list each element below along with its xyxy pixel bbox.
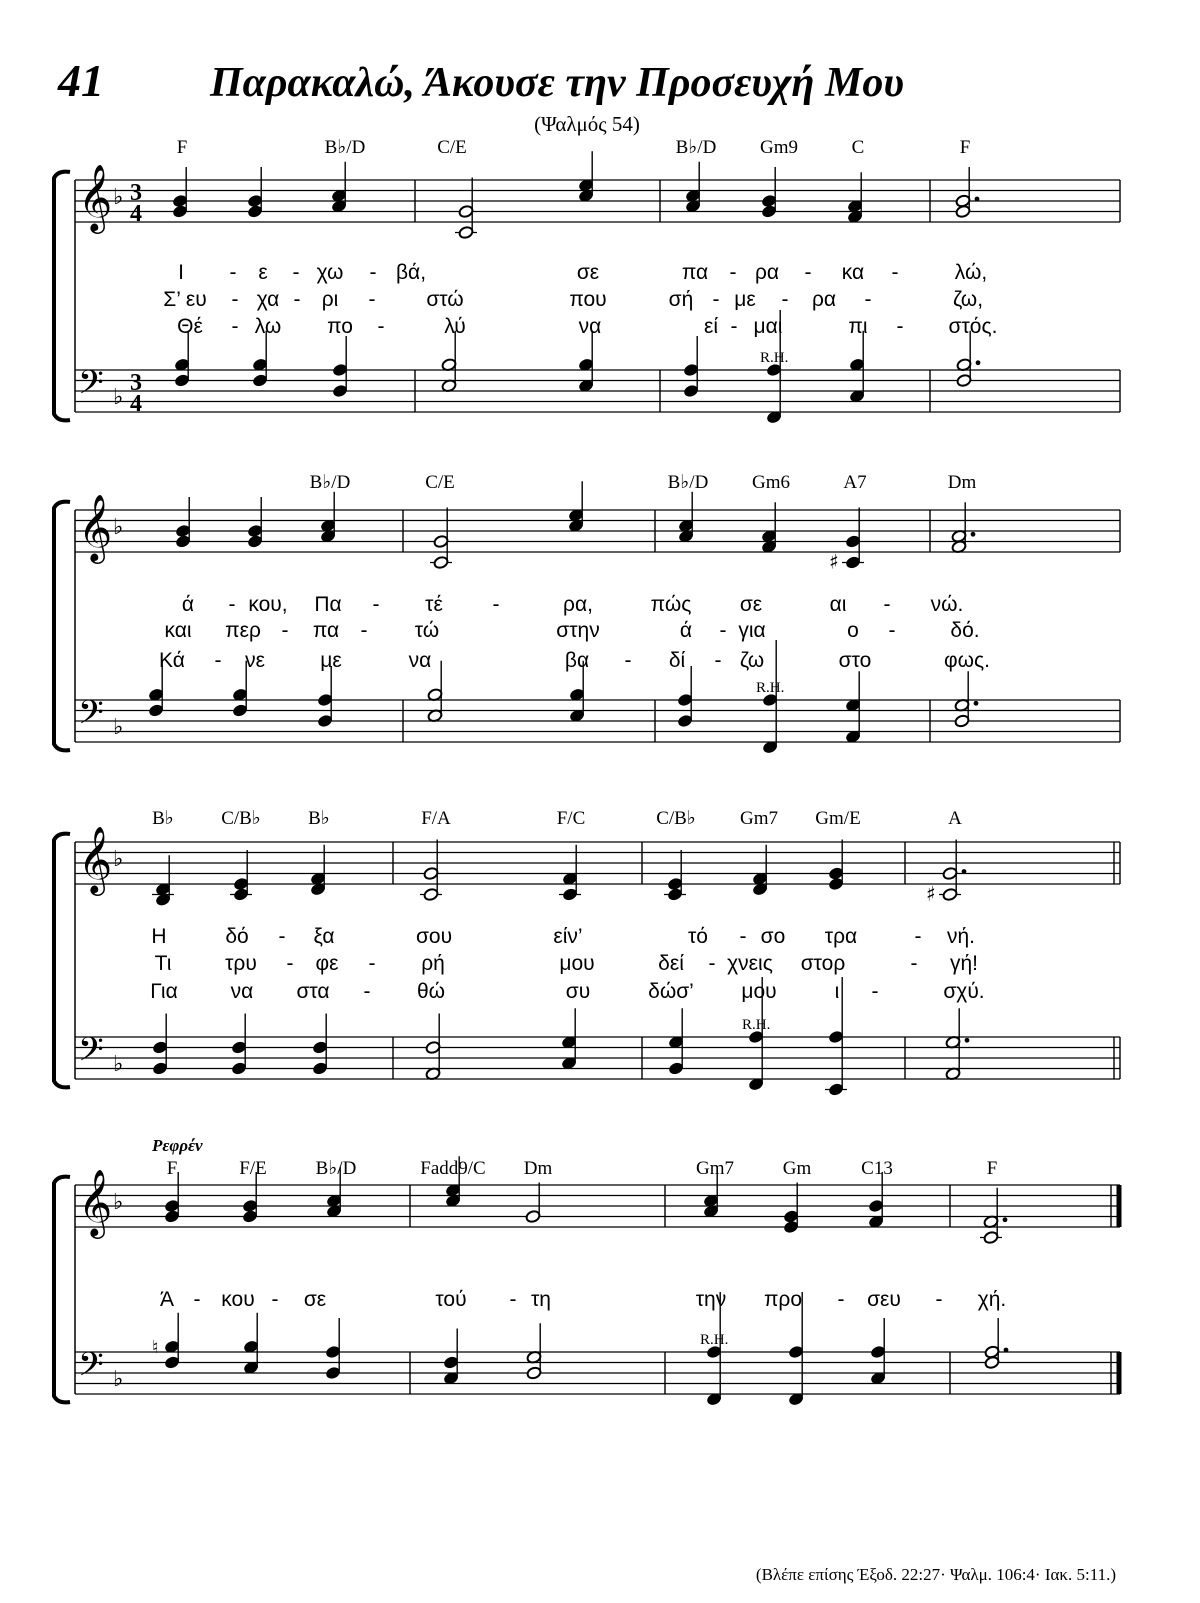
lyric-syllable: στα bbox=[296, 980, 330, 1003]
lyric-hyphen: - bbox=[293, 288, 301, 311]
lyric-syllable: σευ bbox=[867, 1288, 901, 1311]
bass-note bbox=[252, 331, 268, 388]
lyric-hyphen: - bbox=[935, 1288, 943, 1311]
lyric-syllable: για bbox=[738, 619, 766, 642]
lyric-syllable: νώ. bbox=[930, 593, 964, 616]
chord-symbol: Gm7 bbox=[696, 1158, 734, 1179]
lyric-hyphen: - bbox=[781, 288, 789, 311]
lyric-syllable: Τι bbox=[154, 952, 172, 975]
chord-symbol: F bbox=[166, 1158, 178, 1179]
lyric-syllable: φως. bbox=[944, 649, 990, 672]
bass-note bbox=[312, 1014, 328, 1076]
chord-symbol: F bbox=[176, 137, 188, 158]
bass-note bbox=[668, 1008, 684, 1075]
lyric-syllable: στο bbox=[838, 649, 872, 672]
bass-note bbox=[945, 1008, 969, 1081]
lyric-syllable: πα bbox=[681, 261, 709, 284]
system-4-bass-clef: 𝄢 bbox=[78, 1346, 104, 1392]
treble-note bbox=[761, 167, 777, 219]
lyric-hyphen: - bbox=[292, 261, 300, 284]
bass-note bbox=[578, 331, 594, 393]
lyric-syllable: Για bbox=[150, 980, 178, 1003]
lyric-syllable: βα bbox=[564, 649, 590, 672]
lyric-syllable: Ι bbox=[178, 261, 184, 284]
lyric-syllable: ζω, bbox=[952, 288, 984, 311]
lyric-syllable: σε bbox=[739, 593, 763, 616]
lyric-syllable: περ bbox=[225, 619, 261, 642]
treble-note bbox=[578, 151, 594, 203]
system-2-key-flat: ♭ bbox=[113, 515, 124, 540]
lyric-hyphen: - bbox=[229, 261, 237, 284]
lyric-hyphen: - bbox=[708, 952, 716, 975]
lyric-syllable: τρυ bbox=[225, 952, 257, 975]
lyric-syllable: ι bbox=[834, 980, 840, 1003]
chord-symbol: Fadd9/C bbox=[420, 1158, 486, 1179]
chord-symbol: Gm bbox=[782, 1158, 812, 1179]
lyric-hyphen: - bbox=[891, 261, 899, 284]
chord-symbol: F bbox=[986, 1158, 998, 1179]
lyric-syllable: να bbox=[230, 980, 254, 1003]
bass-note bbox=[561, 1008, 577, 1070]
lyric-hyphen: - bbox=[714, 649, 722, 672]
system-1-key-flat: ♭ bbox=[113, 385, 124, 410]
lyric-syllable: ρι bbox=[321, 288, 339, 311]
lyric-syllable: στορ bbox=[800, 952, 846, 975]
lyric-syllable: Θέ bbox=[177, 315, 203, 338]
chord-symbol: B♭/D bbox=[315, 1158, 357, 1179]
system-3-treble-clef: 𝄞 bbox=[78, 825, 113, 893]
lyric-syllable: την bbox=[695, 1288, 727, 1311]
system-1-key-flat: ♭ bbox=[113, 185, 124, 210]
lyric-hyphen: - bbox=[369, 261, 377, 284]
bass-note bbox=[317, 666, 333, 728]
bass-note bbox=[956, 331, 980, 388]
lyric-syllable: προ bbox=[763, 1288, 803, 1311]
treble-note bbox=[955, 167, 979, 219]
treble-note bbox=[664, 850, 686, 902]
natural-sign: ♮ bbox=[152, 1336, 159, 1358]
augmentation-dot bbox=[974, 701, 979, 706]
lyric-syllable: που bbox=[569, 288, 607, 311]
lyric-syllable: νή. bbox=[946, 925, 976, 948]
lyric-syllable: τώ bbox=[414, 619, 440, 642]
rh-label: R.H. bbox=[760, 350, 789, 366]
chord-symbol: Gm7 bbox=[740, 808, 778, 829]
lyric-syllable: σο bbox=[760, 925, 786, 948]
rh-label: R.H. bbox=[742, 1017, 771, 1033]
lyric-hyphen: - bbox=[739, 925, 747, 948]
lyric-syllable: Πα bbox=[314, 593, 342, 616]
system-1-time-sig-top: 3 bbox=[130, 180, 142, 206]
treble-note bbox=[175, 497, 191, 549]
lyric-syllable: λω bbox=[254, 315, 282, 338]
lyric-syllable: ο bbox=[847, 619, 859, 642]
bass-note bbox=[152, 1014, 168, 1076]
augmentation-dot bbox=[965, 1038, 970, 1043]
lyric-syllable: σου bbox=[415, 925, 453, 948]
lyric-hyphen: - bbox=[368, 288, 376, 311]
lyric-syllable: αι bbox=[829, 593, 847, 616]
bass-note bbox=[232, 661, 248, 718]
rh-label: R.H. bbox=[756, 680, 785, 696]
chord-symbol: C bbox=[851, 137, 865, 158]
bass-note bbox=[425, 1014, 441, 1081]
chord-symbol: Gm9 bbox=[760, 137, 798, 158]
lyric-syllable: ζω bbox=[739, 649, 765, 672]
lyric-syllable: τέ bbox=[425, 593, 443, 616]
chord-symbol: B♭ bbox=[152, 808, 174, 829]
system-1-time-sig-top: 3 bbox=[130, 370, 142, 396]
treble-note bbox=[868, 1172, 884, 1229]
sharp-sign: ♯ bbox=[829, 549, 839, 574]
chord-symbol: F/E bbox=[239, 1158, 267, 1179]
system-4-key-flat: ♭ bbox=[113, 1367, 124, 1392]
lyric-syllable: με bbox=[320, 649, 342, 672]
treble-note bbox=[420, 840, 442, 902]
treble-note bbox=[320, 492, 336, 544]
lyric-syllable: κου, bbox=[248, 593, 288, 616]
bass-note bbox=[174, 331, 190, 388]
system-2-treble-clef: 𝄞 bbox=[78, 493, 113, 561]
lyric-syllable: γή! bbox=[949, 952, 979, 975]
chord-symbol: C/E bbox=[425, 472, 455, 493]
music-systems bbox=[54, 137, 1120, 1406]
chord-symbol: F/A bbox=[421, 808, 451, 829]
bass-note bbox=[443, 1329, 459, 1386]
treble-note bbox=[568, 481, 584, 533]
system-2-bass-clef: 𝄢 bbox=[78, 694, 104, 740]
lyric-syllable: ρα, bbox=[563, 593, 593, 616]
lyric-syllable: σε bbox=[303, 1288, 327, 1311]
treble-note bbox=[230, 850, 252, 902]
lyric-hyphen: - bbox=[729, 261, 737, 284]
bass-note bbox=[683, 336, 699, 398]
chord-symbol: A7 bbox=[843, 472, 867, 493]
chord-symbol: Dm bbox=[523, 1158, 553, 1179]
lyric-syllable: να bbox=[578, 315, 602, 338]
treble-note bbox=[926, 840, 966, 906]
chord-symbol: F bbox=[959, 137, 971, 158]
lyric-syllable: κα bbox=[841, 261, 865, 284]
system-1-time-sig-bottom: 4 bbox=[130, 201, 142, 227]
lyric-hyphen: - bbox=[360, 619, 368, 642]
bass-note bbox=[152, 1313, 180, 1370]
system-1-treble-clef: 𝄞 bbox=[78, 163, 113, 231]
lyric-hyphen: - bbox=[372, 593, 380, 616]
chord-symbol: C/B♭ bbox=[221, 808, 261, 829]
lyric-syllable: τό bbox=[688, 925, 708, 948]
lyric-syllable: λώ, bbox=[954, 261, 988, 284]
lyric-syllable: Η bbox=[151, 925, 167, 948]
lyric-hyphen: - bbox=[286, 952, 294, 975]
lyric-syllable: λύ bbox=[444, 315, 466, 338]
lyric-syllable: ε bbox=[258, 261, 268, 284]
augmentation-dot bbox=[976, 360, 981, 365]
lyric-syllable: τη bbox=[531, 1288, 551, 1311]
lyric-syllable: ρα bbox=[754, 261, 780, 284]
chord-symbol: A bbox=[948, 808, 962, 829]
treble-note bbox=[247, 167, 263, 219]
lyric-syllable: και bbox=[164, 619, 192, 642]
lyric-syllable: εί bbox=[703, 315, 719, 338]
chord-symbol: Gm6 bbox=[752, 472, 790, 493]
chord-symbol: Dm bbox=[947, 472, 977, 493]
bass-note bbox=[870, 1318, 886, 1385]
lyric-syllable: σχύ. bbox=[943, 980, 985, 1003]
lyric-hyphen: - bbox=[730, 315, 738, 338]
bass-note bbox=[845, 671, 861, 744]
chord-symbol: Gm/E bbox=[815, 808, 861, 829]
lyric-syllable: δί bbox=[668, 649, 686, 672]
lyric-syllable: φε bbox=[315, 952, 339, 975]
chord-symbol: B♭/D bbox=[324, 137, 366, 158]
lyric-hyphen: - bbox=[363, 980, 371, 1003]
lyric-syllable: δώσ’ bbox=[648, 980, 694, 1003]
lyric-syllable: πι bbox=[848, 315, 868, 338]
augmentation-dot bbox=[1004, 1348, 1009, 1353]
lyric-hyphen: - bbox=[914, 925, 922, 948]
lyric-hyphen: - bbox=[492, 593, 500, 616]
lyric-syllable: να bbox=[408, 649, 432, 672]
lyric-syllable: στην bbox=[556, 619, 600, 642]
lyric-syllable: σή bbox=[668, 288, 694, 311]
lyric-hyphen: - bbox=[883, 593, 891, 616]
system-4-key-flat: ♭ bbox=[113, 1190, 124, 1215]
lyric-syllable: χω bbox=[316, 261, 344, 284]
lyric-syllable: δεί bbox=[658, 952, 684, 975]
bass-note bbox=[677, 666, 693, 728]
lyric-hyphen: - bbox=[864, 288, 872, 311]
lyric-hyphen: - bbox=[888, 619, 896, 642]
treble-note bbox=[685, 162, 701, 214]
chord-symbol: B♭/D bbox=[309, 472, 351, 493]
lyric-hyphen: - bbox=[712, 288, 720, 311]
bass-note bbox=[148, 661, 164, 718]
lyric-syllable: τού bbox=[435, 1288, 467, 1311]
lyric-syllable: συ bbox=[565, 980, 591, 1003]
lyric-syllable: στός. bbox=[948, 315, 998, 338]
system-4-treble-clef: 𝄞 bbox=[78, 1168, 113, 1236]
lyric-hyphen: - bbox=[231, 288, 239, 311]
treble-note bbox=[455, 178, 477, 240]
lyric-hyphen: - bbox=[837, 1288, 845, 1311]
augmentation-dot bbox=[971, 532, 976, 537]
augmentation-dot bbox=[975, 197, 980, 202]
lyric-syllable: με bbox=[734, 288, 756, 311]
lyric-syllable: σε bbox=[576, 261, 600, 284]
lyric-hyphen: - bbox=[228, 593, 236, 616]
system-3-key-flat: ♭ bbox=[113, 1052, 124, 1077]
system-1-bracket bbox=[54, 172, 70, 421]
sharp-sign: ♯ bbox=[926, 881, 936, 906]
lyric-syllable: χή. bbox=[977, 1288, 1007, 1311]
lyric-syllable: πο bbox=[327, 315, 353, 338]
treble-note bbox=[525, 1183, 541, 1224]
bass-note bbox=[441, 331, 457, 393]
system-1-time-sig-bottom: 4 bbox=[130, 391, 142, 417]
lyric-hyphen: - bbox=[231, 315, 239, 338]
system-3-key-flat: ♭ bbox=[113, 847, 124, 872]
system-1-bass-clef: 𝄢 bbox=[78, 364, 104, 410]
lyric-hyphen: - bbox=[193, 1288, 201, 1311]
lyric-syllable: Σ’ ευ bbox=[163, 288, 207, 311]
chord-symbol: B♭ bbox=[308, 808, 330, 829]
bass-note bbox=[332, 336, 348, 398]
bass-note bbox=[243, 1313, 259, 1375]
lyric-hyphen: - bbox=[896, 315, 904, 338]
treble-note bbox=[164, 1172, 180, 1224]
bass-note bbox=[762, 640, 778, 754]
lyric-hyphen: - bbox=[804, 261, 812, 284]
lyric-syllable: χνεις bbox=[727, 952, 773, 975]
treble-note bbox=[783, 1183, 799, 1235]
treble-note bbox=[829, 508, 864, 574]
lyric-syllable: Ά bbox=[159, 1288, 175, 1311]
lyric-hyphen: - bbox=[214, 649, 222, 672]
system-3-bracket bbox=[54, 834, 70, 1088]
lyric-syllable: χα bbox=[256, 288, 280, 311]
lyric-syllable: βά, bbox=[395, 261, 427, 284]
hymn-subtitle: (Ψαλμός 54) bbox=[534, 112, 640, 136]
system-3-bass-clef: 𝄢 bbox=[78, 1031, 104, 1077]
treble-note bbox=[678, 492, 694, 544]
lyric-syllable: ξα bbox=[313, 925, 335, 948]
rh-label: R.H. bbox=[700, 1332, 729, 1348]
lyric-syllable: νε bbox=[245, 649, 265, 672]
system-2-bracket bbox=[54, 502, 70, 751]
lyric-hyphen: - bbox=[871, 980, 879, 1003]
lyric-syllable: ρή bbox=[421, 952, 445, 975]
lyric-syllable: ά bbox=[679, 619, 693, 642]
lyric-syllable: πα bbox=[312, 619, 340, 642]
lyric-syllable: ά bbox=[181, 593, 195, 616]
lyric-hyphen: - bbox=[719, 619, 727, 642]
lyric-syllable: στώ bbox=[426, 288, 464, 311]
treble-note bbox=[828, 840, 844, 892]
treble-note bbox=[172, 167, 188, 219]
augmentation-dot bbox=[1003, 1217, 1008, 1222]
lyric-syllable: είν’ bbox=[553, 925, 583, 948]
lyric-syllable: δό bbox=[225, 925, 249, 948]
chord-symbol: F/C bbox=[556, 808, 586, 829]
chord-symbol: C13 bbox=[861, 1158, 893, 1179]
lyric-syllable: Κά bbox=[159, 649, 185, 672]
lyric-syllable: μαι bbox=[753, 315, 783, 338]
lyric-hyphen: - bbox=[278, 925, 286, 948]
refrain-label: Ρεφρέν bbox=[152, 1136, 203, 1155]
bass-note bbox=[231, 1014, 247, 1076]
lyric-syllable: δό. bbox=[950, 619, 980, 642]
system-4-bracket bbox=[54, 1177, 70, 1403]
lyric-hyphen: - bbox=[509, 1288, 517, 1311]
lyric-syllable: ρα bbox=[811, 288, 837, 311]
treble-note bbox=[247, 497, 263, 549]
bass-note bbox=[849, 331, 865, 404]
chord-symbol: B♭/D bbox=[667, 472, 709, 493]
lyric-hyphen: - bbox=[377, 315, 385, 338]
lyric-hyphen: - bbox=[624, 649, 632, 672]
lyric-syllable: τρα bbox=[824, 925, 858, 948]
chord-symbol: C/B♭ bbox=[656, 808, 696, 829]
lyric-syllable: μου bbox=[741, 980, 777, 1003]
bass-note bbox=[984, 1318, 1008, 1370]
treble-note bbox=[331, 162, 347, 214]
lyric-hyphen: - bbox=[271, 1288, 279, 1311]
system-2-key-flat: ♭ bbox=[113, 715, 124, 740]
lyric-hyphen: - bbox=[281, 619, 289, 642]
treble-note bbox=[242, 1172, 258, 1224]
lyric-syllable: θώ bbox=[416, 980, 446, 1003]
hymn-number: 41 bbox=[58, 55, 104, 106]
lyric-syllable: πώς bbox=[650, 593, 692, 616]
lyric-hyphen: - bbox=[368, 952, 376, 975]
bass-note bbox=[325, 1318, 341, 1380]
lyric-syllable: μου bbox=[559, 952, 595, 975]
augmentation-dot bbox=[962, 869, 967, 874]
treble-note bbox=[430, 508, 452, 570]
hymn-title: Παρακαλώ, Άκουσε την Προσευχή Μου bbox=[210, 60, 904, 106]
chord-symbol: C/E bbox=[437, 137, 467, 158]
footer-references: (Βλέπε επίσης Έξοδ. 22:27· Ψαλμ. 106:4· Ιακ. 5:11.) bbox=[755, 1565, 1116, 1584]
lyric-syllable: κου bbox=[221, 1288, 255, 1311]
chord-symbol: B♭/D bbox=[675, 137, 717, 158]
lyric-hyphen: - bbox=[910, 952, 918, 975]
